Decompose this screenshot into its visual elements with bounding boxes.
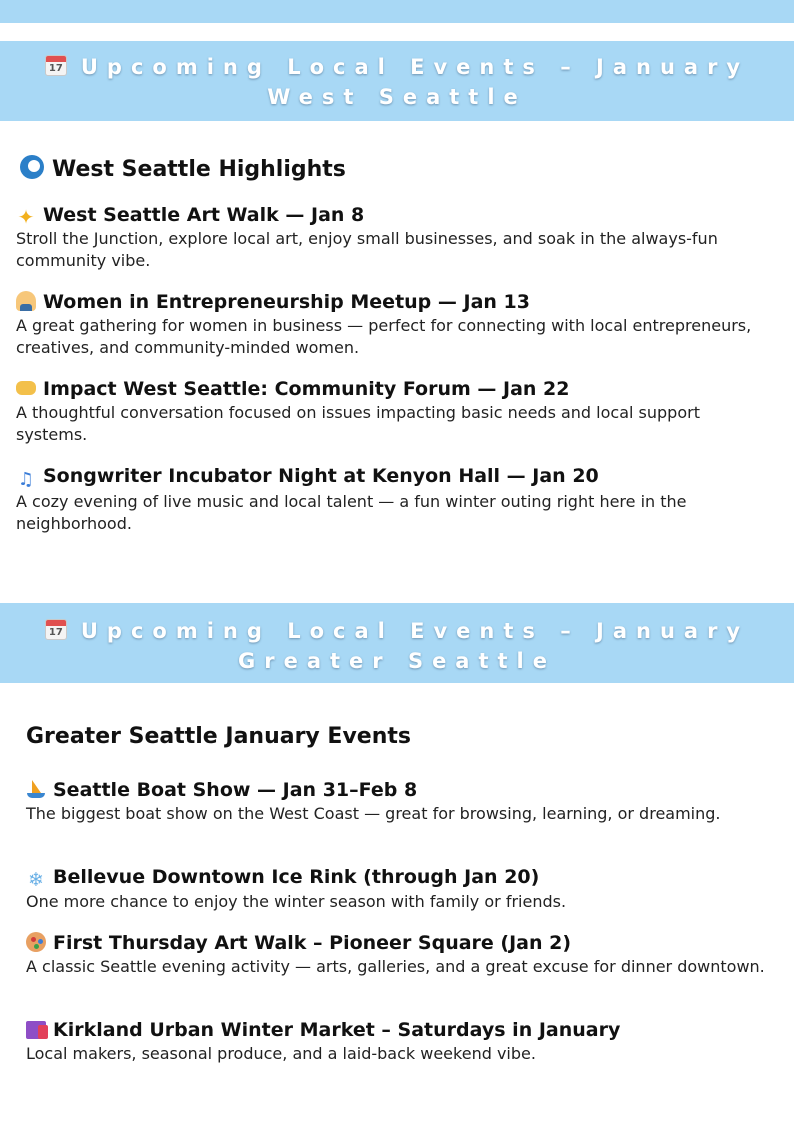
- event-item: [16, 290, 756, 359]
- snowflake-icon: ❄: [28, 869, 44, 891]
- event-item: [16, 203, 756, 272]
- event-description: One more chance to enjoy the winter season with family or friends.: [26, 892, 567, 911]
- sailboat-icon: [26, 779, 46, 799]
- banner-greater-seattle: [0, 603, 794, 683]
- banner-heading: [0, 603, 794, 646]
- event-description: A cozy evening of live music and local talent — a fun winter outing right here in the neighborhood.: [16, 492, 687, 533]
- banner-heading: [0, 41, 794, 82]
- section-title: West Seattle Highlights: [20, 155, 346, 182]
- banner-west-seattle: [0, 41, 794, 121]
- music-notes-icon: ♫: [17, 469, 35, 490]
- event-description: A thoughtful conversation focused on issues impacting basic needs and local support systems.: [16, 403, 700, 444]
- shopping-bags-icon: [26, 1021, 46, 1039]
- wave-icon: [20, 155, 44, 179]
- event-title: Impact West Seattle: Community Forum — Jan 22: [16, 377, 756, 401]
- calendar-day: 17: [48, 627, 63, 638]
- event-description: The biggest boat show on the West Coast — great for browsing, learning, or dreaming.: [26, 804, 721, 823]
- sparkles-icon: ✦: [17, 205, 35, 229]
- event-item: [16, 464, 756, 535]
- calendar-icon: [45, 619, 67, 640]
- calendar-icon: [45, 55, 67, 76]
- section-title: Greater Seattle January Events: [26, 724, 411, 749]
- event-description: A classic Seattle evening activity — arts, galleries, and a great excuse for dinner downtown.: [26, 957, 765, 976]
- event-title: Women in Entrepreneurship Meetup — Jan 13: [16, 290, 756, 314]
- event-description: Stroll the Junction, explore local art, enjoy small businesses, and soak in the always-fun community vibe.: [16, 229, 718, 270]
- event-title: Kirkland Urban Winter Market – Saturdays in January: [26, 1018, 766, 1042]
- event-title: Seattle Boat Show — Jan 31–Feb 8: [26, 778, 766, 802]
- event-title: ✦ West Seattle Art Walk — Jan 8: [17, 204, 365, 229]
- event-item: [26, 931, 766, 978]
- banner-title: Upcoming Local Events – January: [80, 619, 750, 643]
- event-description: Local makers, seasonal produce, and a laid-back weekend vibe.: [26, 1044, 536, 1063]
- event-title: ♫ Songwriter Incubator Night at Kenyon Hall — Jan 20: [17, 465, 599, 490]
- event-title: ❄ Bellevue Downtown Ice Rink (through Jan 20): [26, 865, 766, 890]
- artist-palette-icon: [26, 932, 46, 952]
- banner-subtitle: Greater Seattle: [237, 649, 556, 673]
- event-item: [26, 865, 766, 913]
- banner-subtitle: West Seattle: [267, 85, 527, 109]
- event-item: [16, 377, 756, 446]
- event-description: A great gathering for women in business — perfect for connecting with local entrepreneurs, creatives, and community-minded women.: [16, 316, 752, 357]
- woman-office-worker-icon: [16, 291, 36, 311]
- event-title: First Thursday Art Walk – Pioneer Square (Jan 2): [26, 931, 766, 955]
- event-item: [26, 778, 766, 825]
- event-item: [26, 1018, 766, 1065]
- calendar-day: 17: [48, 63, 63, 74]
- handshake-icon: [16, 381, 36, 395]
- banner-title: Upcoming Local Events – January: [80, 55, 750, 79]
- top-decorative-strip: [0, 0, 794, 23]
